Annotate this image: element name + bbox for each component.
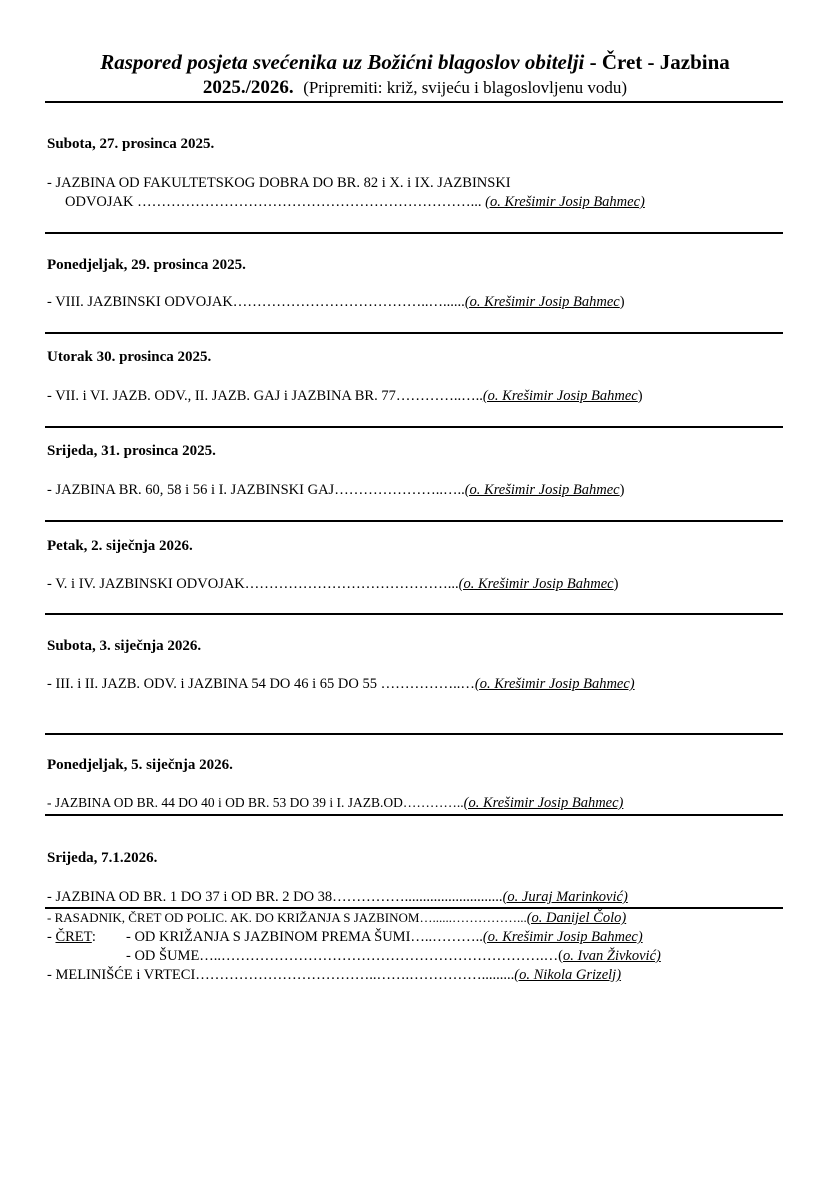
priest-name: o. Ivan Živković) [563,948,661,964]
priest-name: (o. Krešimir Josip Bahmec) [463,795,624,811]
schedule-line [47,676,635,693]
section-divider [45,613,783,615]
title-text: Raspored posjeta svećenika uz Božićni blagoslov obitelji [100,50,585,74]
schedule-text: - JAZBINA BR. 60, 58 i 56 i I. JAZBINSKI GAJ…………………..….. [47,482,465,498]
schedule-line [47,795,623,812]
section-divider [45,232,783,234]
day-date: Utorak 30. prosinca 2025. [47,349,212,365]
schedule-line [47,910,626,927]
day-date: Srijeda, 7.1.2026. [47,850,158,866]
priest-name: (o. Krešimir Josip Bahmec) [474,676,635,692]
paren-close: ) [619,294,625,310]
day-date: Petak, 2. siječnja 2026. [47,538,193,554]
section-divider [45,332,783,334]
schedule-text: - OD KRIŽANJA S JAZBINOM PREMA ŠUMI…..……….. [126,929,483,945]
priest-name: (o. Krešimir Josip Bahmec [482,388,638,404]
priest-name: (o. Juraj Marinković) [502,889,628,905]
schedule-text: - V. i IV. JAZBINSKI ODVOJAK……………………………………... [47,576,459,592]
priest-name: (o. Nikola Grizelj) [514,967,622,983]
priest-name: (o. Krešimir Josip Bahmec [458,576,614,592]
schedule-line [47,388,643,405]
day-date: Subota, 27. prosinca 2025. [47,136,215,152]
document-subtitle [0,77,830,99]
schedule-line [47,294,625,311]
schedule-text: - RASADNIK, ČRET OD POLIC. AK. DO KRIŽANJA S JAZBINOM…......……………... [47,910,527,925]
paren-close: ) [619,482,625,498]
schedule-line [47,929,96,946]
document-title [0,50,830,75]
schedule-line [47,889,628,906]
schedule-text: - JAZBINA OD BR. 44 DO 40 i OD BR. 53 DO 39 i I. JAZB.OD………….. [47,795,464,810]
schedule-text: - MELINIŠĆE i VRTECI………………………………..…….……………......... [47,967,515,983]
schedule-text: - VIII. JAZBINSKI ODVOJAK…………………………………..…...... [47,294,465,310]
paren-close: ) [613,576,619,592]
schedule-text: - OD ŠUME…..………………………………………………………….…( [126,948,564,964]
title-location: - Čret - Jazbina [584,50,730,74]
section-divider [45,814,783,816]
section-divider [45,426,783,428]
schedule-line [47,482,624,499]
day-date: Subota, 3. siječnja 2026. [47,638,202,654]
schedule-line: - JAZBINA OD FAKULTETSKOG DOBRA DO BR. 82 i X. i IX. JAZBINSKI [47,175,511,191]
schedule-text: - JAZBINA OD BR. 1 DO 37 i OD BR. 2 DO 38……………........................... [47,889,503,905]
priest-name: (o. Krešimir Josip Bahmec [464,482,620,498]
schedule-text: ODVOJAK ……………………………………………………………... [65,194,486,210]
schedule-text: - VII. i VI. JAZB. ODV., II. JAZB. GAJ i JAZBINA BR. 77…………..….. [47,388,483,404]
priest-name: (o. Krešimir Josip Bahmec [464,294,620,310]
paren-close: ) [637,388,643,404]
section-divider [45,520,783,522]
schedule-line [65,194,645,211]
title-note: (Pripremiti: križ, svijeću i blagoslovljenu vodu) [303,78,628,97]
header-divider [45,101,783,103]
section-divider [45,907,783,909]
schedule-text: : [91,929,96,945]
schedule-line [126,929,643,946]
day-date: Srijeda, 31. prosinca 2025. [47,443,216,459]
schedule-line [126,948,661,965]
schedule-text: - III. i II. JAZB. ODV. i JAZBINA 54 DO 46 i 65 DO 55 ……………..… [47,676,475,692]
schedule-line [47,576,618,593]
day-date: Ponedjeljak, 5. siječnja 2026. [47,757,233,773]
schedule-line [47,967,621,984]
section-divider [45,733,783,735]
place-name: ČRET [55,929,92,945]
title-year: 2025./2026. [202,77,294,98]
schedule-text: - [47,929,56,945]
priest-name: (o. Krešimir Josip Bahmec) [482,929,643,945]
priest-name: (o. Krešimir Josip Bahmec) [485,194,645,210]
day-date: Ponedjeljak, 29. prosinca 2025. [47,257,246,273]
priest-name: (o. Danijel Čolo) [526,910,627,926]
